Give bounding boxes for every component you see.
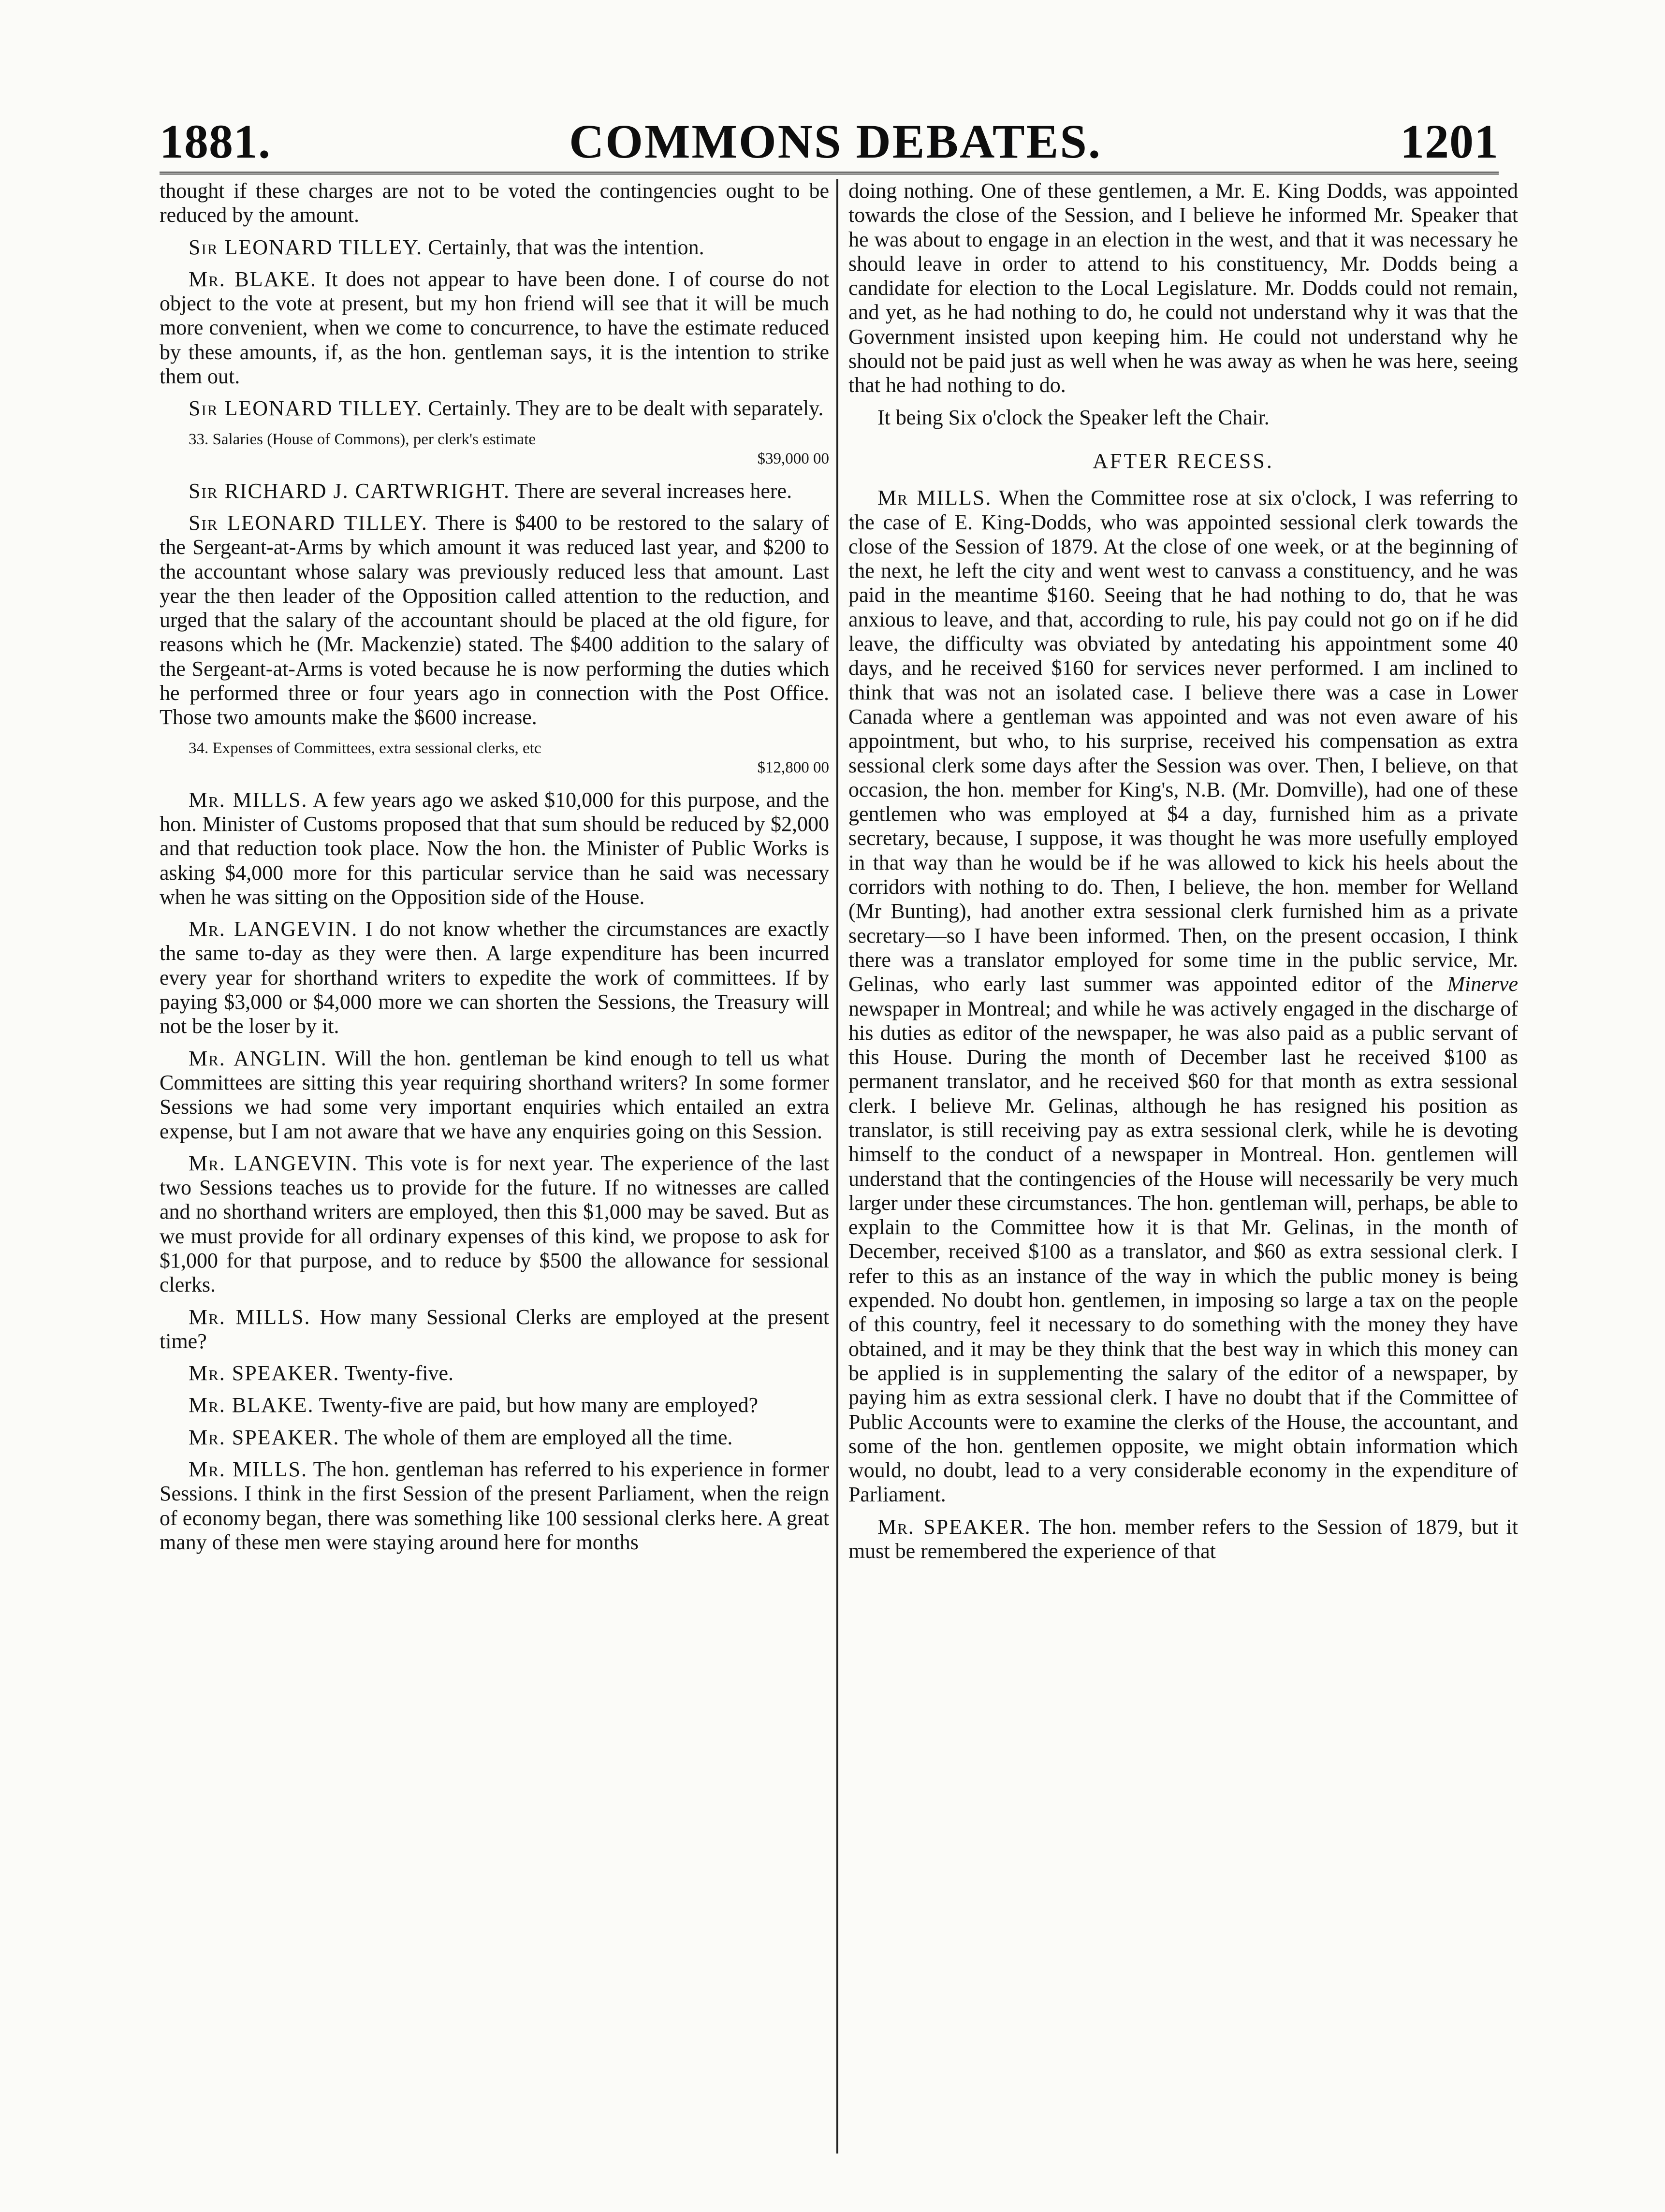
vote-description: 34. Expenses of Committees, extra sessional clerks, etc (189, 739, 541, 757)
speech-paragraph (848, 486, 1518, 1507)
speech-text: This vote is for next year. The experience of the last two Sessions teaches us to provide for the future. If no witnesses are called and no shorthand writers are employed, then this $1,000 may be saved. But as we must provide for all ordinary expenses of this kind, we propose to ask for $1,000 for that purpose, and to reduce by $500 the allowance for sessional clerks. (160, 1151, 829, 1297)
speech-text: A few years ago we asked $10,000 for this purpose, and the hon. Minister of Customs proposed that that sum should be reduced by $2,000 and that reduction took place. Now the hon. the Minister of Public Works is asking $4,000 more for this particular service than he said was necessary when he was sitting on the Opposition side of the House. (160, 787, 829, 909)
speech-paragraph (160, 917, 829, 1038)
speaker-name: Mr. SPEAKER. (189, 1425, 340, 1449)
speech-paragraph (160, 1393, 829, 1417)
speech-paragraph (160, 267, 829, 389)
speech-text: There is $400 to be restored to the salary of the Sergeant-at-Arms by which amount it was reduced last year, and $200 to the accountant whose salary was previously reduced less that amount. Last year the then leader of the Opposition called attention to the reduction, and urged that the salary of the accountant should be placed at the old figure, for reasons which he (Mr. Mackenzie) stated. The $400 addition to the salary of the Sergeant-at-Arms is voted because he is now performing the duties which he performed three or four years ago in connection with the Post Office. Those two amounts make the $600 increase. (160, 510, 829, 729)
speech-paragraph (160, 479, 829, 503)
speech-text: The hon. member refers to the Session of 1879, but it must be remembered the experience of that (848, 1514, 1518, 1563)
speaker-name: Mr. MILLS. (189, 1457, 308, 1482)
page-header (160, 97, 1499, 169)
speaker-name: Mr. MILLS. (189, 1305, 311, 1329)
column-divider (836, 179, 838, 2154)
speaker-name: Mr. ANGLIN. (189, 1046, 327, 1070)
header-rule (160, 172, 1499, 175)
speaker-name: Sir LEONARD TILLEY. (189, 510, 428, 535)
speech-text: Twenty-five are paid, but how many are employed? (319, 1393, 759, 1417)
vote-amount: $12,800 00 (757, 758, 829, 776)
speech-text: Certainly. They are to be dealt with separately. (428, 396, 824, 421)
header-page-number: 1201 (1400, 115, 1499, 168)
speaker-name: Sir LEONARD TILLEY. (189, 396, 423, 421)
speech-paragraph (160, 396, 829, 421)
speech-paragraph (160, 1305, 829, 1354)
speaker-name: Mr. BLAKE. (189, 267, 317, 291)
speech-paragraph (160, 1047, 829, 1144)
speaker-name: Mr. LANGEVIN. (189, 1151, 358, 1175)
speech-paragraph (160, 511, 829, 730)
speaker-name: Mr MILLS. (877, 486, 992, 510)
speaker-name: Sir LEONARD TILLEY. (189, 235, 423, 259)
speech-paragraph (160, 788, 829, 909)
right-column (848, 179, 1518, 2161)
speaker-name: Mr. SPEAKER. (189, 1361, 340, 1385)
procedural-note (848, 406, 1518, 430)
vote-item (189, 430, 829, 468)
continued-paragraph (848, 179, 1518, 398)
speaker-name: Mr. SPEAKER. (877, 1514, 1031, 1539)
speech-text: Certainly, that was the intention. (428, 235, 704, 259)
continued-paragraph (160, 179, 829, 228)
section-heading: AFTER RECESS. (1093, 449, 1274, 473)
speech-text: The whole of them are employed all the time. (344, 1425, 733, 1449)
vote-description: 33. Salaries (House of Commons), per clerk's estimate (189, 430, 536, 448)
left-column (160, 179, 829, 2161)
speech-text: How many Sessional Clerks are employed at the present time? (160, 1305, 829, 1353)
speech-paragraph (160, 1426, 829, 1450)
speech-paragraph (848, 1515, 1518, 1564)
speech-text: I do not know whether the circumstances are exactly the same to-day as they were then. A large expenditure has been incurred every year for shorthand writers to expedite the work of committees. If by paying $3,000 or $4,000 more we can shorten the Sessions, the Treasury will not be the loser by it. (160, 917, 829, 1038)
speech-paragraph (160, 235, 829, 260)
speaker-name: Mr. BLAKE. (189, 1393, 314, 1417)
speech-text-continued: newspaper in Montreal; and while he was actively engaged in the discharge of his duties as editor of the newspaper, he was also paid as a public servant of this House. During the month of December last he received $100 as permanent translator, and he received $60 for that month as extra sessional clerk. I believe Mr. Gelinas, although he has resigned his position as translator, is still receiving pay as extra sessional clerk, while he is devoting himself to the conduct of a newspaper in Montreal. Hon. gentlemen will understand that the contingencies of the House will necessarily be very much larger under these circumstances. The hon. gentleman will, perhaps, be able to explain to the Committee how it is that Mr. Gelinas, in the month of December, received $100 as a translator, and $60 as extra sessional clerk. I refer to this as an instance of the way in which the public money is being expended. No doubt hon. gentlemen, in imposing so large a tax on the people of this country, feel it necessary to do something with the money they have obtained, and it may be they think that the best way in which this money can be applied is in supplementing the salary of the editor of a newspaper, by paying him as extra sessional clerk. I have no doubt that if the Committee of Public Accounts were to examine the clerks of the House, the accountant, and some of the hon. gentlemen opposite, we might obtain information which would, no doubt, lead to a very considerable economy in the expenditure of Parliament. (848, 996, 1518, 1507)
header-title: COMMONS DEBATES. (569, 115, 1102, 168)
speech-text: When the Committee rose at six o'clock, I was referring to the case of E. King-Dodds, who was appointed sessional clerk towards the close of the Session of 1879. At the close of one week, or at the beginning of the next, he left the city and went west to canvass a constituency, and he was paid in the meantime $160. Seeing that he had nothing to do, that he was anxious to leave, and that, according to rule, his pay could not go on if he did leave, the difficulty was obviated by antedating his appointment some 40 days, and he received $160 for services never performed. I am inclined to think that was not an isolated case. I believe there was a case in Lower Canada where a gentleman was appointed and was not even aware of his appointment, but who, to his surprise, received his compensation as extra sessional clerk some days after the Session was over. Then, I believe, on that occasion, the hon. member for King's, N.B. (Mr. Domville), had one of these gentlemen who was employed at $4 a day, furnished him as a private secretary, because, I suppose, it was thought he was more usefully employed in that way than he would be if he was allowed to kick his heels about the corridors with nothing to do. Then, I believe, the hon. member for Welland (Mr Bunting), had another extra sessional clerk furnished him as a private secretary—so I have been informed. Then, on the present occasion, I think there was a translator employed for some time in the public service, Mr. Gelinas, who early last summer was appointed editor of the (848, 486, 1518, 996)
speech-text: thought if these charges are not to be voted the contingencies ought to be reduced by the amount. (160, 179, 829, 227)
speaker-name: Sir RICHARD J. CARTWRIGHT. (189, 479, 511, 503)
speech-text: It being Six o'clock the Speaker left the Chair. (877, 405, 1270, 429)
vote-item (189, 739, 829, 777)
speech-text: Will the hon. gentleman be kind enough to tell us what Committees are sitting this year requiring shorthand writers? In some former Sessions we had some very important enquiries which entailed an extra expense, but I am not aware that we have any enquiries going on this Session. (160, 1046, 829, 1143)
speech-text: The hon. gentleman has referred to his experience in former Sessions. I think in the first Session of the present Parliament, when the reign of economy began, there was something like 100 sessional clerks here. A great many of these men were staying around here for months (160, 1457, 829, 1554)
speech-paragraph (160, 1361, 829, 1385)
speech-paragraph (160, 1457, 829, 1555)
italic-title: Minerve (1447, 972, 1518, 996)
speech-text: There are several increases here. (515, 479, 792, 503)
speech-text: Twenty-five. (344, 1361, 454, 1385)
speech-text: It does not appear to have been done. I of course do not object to the vote at present, but my hon friend will see that it will be much more convenient, when we come to concurrence, to have the estimate reduced by these amounts, if, as the hon. gentleman says, it is the intention to strike them out. (160, 267, 829, 389)
vote-amount: $39,000 00 (757, 450, 829, 467)
speech-paragraph (160, 1151, 829, 1297)
header-year: 1881. (160, 115, 271, 168)
speaker-name: Mr. LANGEVIN. (189, 917, 358, 941)
speech-text: doing nothing. One of these gentlemen, a Mr. E. King Dodds, was appointed towards the close of the Session, and I believe he informed Mr. Speaker that he was about to engage in an election in the west, and that it was necessary he should leave in order to attend to his constituency, Mr. Dodds being a candidate for election to the Local Legislature. Mr. Dodds could not remain, and yet, as he had nothing to do, he could not understand why it was that the Government insisted upon keeping him. He could not understand why he should not be paid just as well when he was away as when he was here, seeing that he had nothing to do. (848, 179, 1518, 397)
speaker-name: Mr. MILLS. (189, 787, 308, 812)
